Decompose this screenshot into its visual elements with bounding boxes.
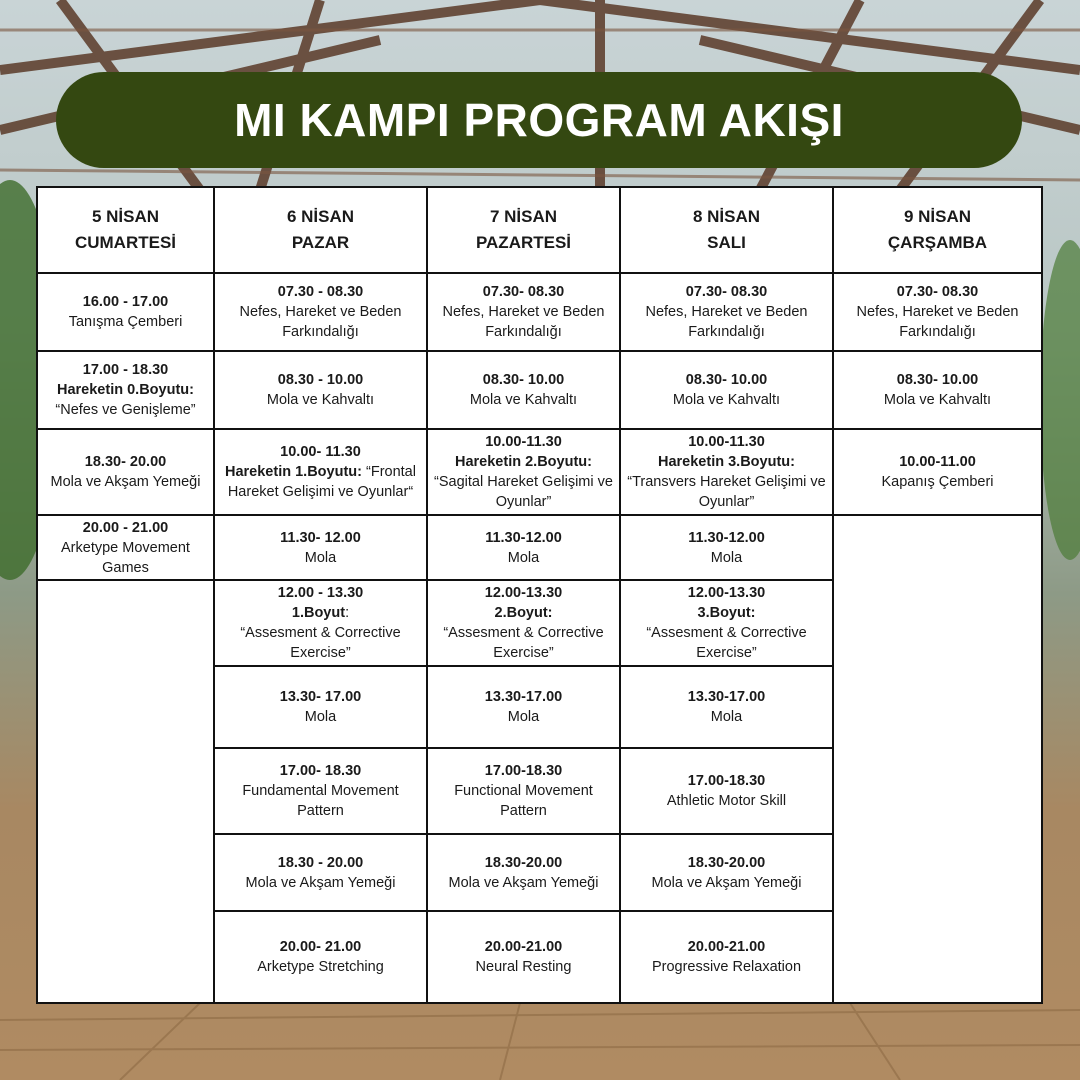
slot-time: 08.30- 10.00 [685,372,768,388]
schedule-slot [619,833,834,912]
slot-time: 18.30-20.00 [687,854,766,871]
slot-time: 20.00-21.00 [484,939,563,955]
slot-time: 12.00 - 13.30 [277,585,364,601]
slot-dimension-label: 1.Boyut [291,605,346,621]
slot-text: “Sagital Hareket Gelişimi ve Oyunlar” [434,474,613,510]
slot-text: Athletic Motor Skill [666,793,787,809]
slot-time: 20.00 - 21.00 [82,519,169,536]
slot-description [881,472,993,492]
schedule-slot [619,579,834,667]
slot-text: “Assesment & Corrective Exercise” [443,625,604,661]
slot-description [219,781,422,821]
day-header [36,186,215,274]
slot-time: 11.30-12.00 [688,529,765,546]
slot-text: Functional Movement Pattern [454,783,593,819]
day-date: 5 NİSAN [91,207,160,226]
schedule-slot [832,428,1043,516]
slot-text: Mola [710,549,743,566]
schedule-slot [619,514,834,581]
slot-description [42,538,209,578]
slot-dimension-label: Hareketin 0.Boyutu: [57,382,194,398]
slot-description [667,791,786,811]
slot-time: 11.30-12.00 [485,529,562,546]
slot-text: Tanışma Çemberi [68,314,183,330]
schedule-slot [36,272,215,352]
schedule-slot [426,665,621,749]
slot-text: Mola [710,709,743,725]
slot-description [51,472,201,492]
slot-text: Arketype Movement Games [61,539,190,576]
slot-description [432,781,615,821]
schedule-slot [619,747,834,835]
schedule-slot [213,272,428,352]
schedule-slot [36,428,215,516]
slot-time: 10.00-11.30 [688,434,765,450]
slot-text: Mola [304,549,337,566]
slot-description [246,873,396,893]
slot-description [432,452,615,512]
slot-time: 13.30- 17.00 [279,689,362,705]
slot-description [625,603,828,663]
schedule-slot [36,514,215,581]
schedule-slot [426,833,621,912]
slot-description [625,452,828,512]
slot-description [42,380,209,420]
slot-text: Mola [507,709,540,725]
slot-description [711,707,742,727]
schedule-slot [619,272,834,352]
schedule-slot [426,747,621,835]
schedule-slot [426,514,621,581]
slot-text: Mola ve Kahvaltı [266,392,375,408]
slot-description [432,302,615,342]
schedule-slot [213,665,428,749]
schedule-slot [213,350,428,430]
schedule-slot [213,579,428,667]
slot-description [305,548,336,568]
slot-time: 08.30 - 10.00 [277,372,364,388]
slot-description [508,707,539,727]
slot-text: Nefes, Hareket ve Beden Farkındalığı [239,304,402,340]
schedule-slot [426,910,621,1004]
slot-time: 13.30-17.00 [687,689,766,705]
day-header [619,186,834,274]
slot-text: Nefes, Hareket ve Beden Farkındalığı [442,304,605,340]
day-header [426,186,621,274]
slot-text: Mola ve Kahvaltı [883,392,992,408]
slot-description [69,312,183,332]
empty-cell [36,579,215,1004]
day-date: 7 NİSAN [489,207,558,226]
slot-time: 07.30- 08.30 [896,284,979,300]
slot-text: “Transvers Hareket Gelişimi ve Oyunlar” [627,474,826,510]
slot-text: Mola ve Kahvaltı [672,392,781,408]
slot-description [305,707,336,727]
slot-text: Fundamental Movement Pattern [242,783,399,819]
slot-dimension-label: Hareketin 2.Boyutu: [455,454,592,470]
schedule-slot [426,272,621,352]
slot-text: “Assesment & Corrective Exercise” [646,625,807,661]
slot-time: 17.00-18.30 [484,763,563,779]
slot-time: 07.30- 08.30 [482,284,565,300]
slot-dimension-label: 2.Boyut: [494,605,553,621]
slot-description [652,873,802,893]
slot-description [625,302,828,342]
schedule-slot [213,833,428,912]
slot-description [838,302,1037,342]
slot-time: 18.30-20.00 [484,854,563,871]
slot-description [652,957,801,977]
schedule-slot [619,350,834,430]
slot-description [476,957,572,977]
slot-label-suffix: : [345,605,350,621]
slot-time: 17.00-18.30 [687,773,766,789]
slot-text: Mola ve Akşam Yemeği [50,474,201,490]
slot-time: 20.00- 21.00 [279,939,362,955]
slot-time: 20.00-21.00 [687,939,766,955]
day-header [213,186,428,274]
day-weekday: PAZARTESİ [475,233,572,252]
schedule-slot [426,350,621,430]
slot-description [219,462,422,502]
schedule-slot [213,910,428,1004]
slot-description [267,390,374,410]
day-weekday: CUMARTESİ [74,233,177,252]
slot-time: 07.30 - 08.30 [277,284,364,300]
slot-text: Mola ve Akşam Yemeği [651,874,802,891]
schedule-slot [619,910,834,1004]
day-date: 8 NİSAN [692,207,761,226]
slot-text: Arketype Stretching [257,959,384,975]
slot-text: Nefes, Hareket ve Beden Farkındalığı [856,304,1019,340]
slot-text: “Frontal Hareket Gelişimi ve Oyunlar“ [227,464,416,500]
schedule-slot [213,514,428,581]
slot-dimension-label: Hareketin 1.Boyutu: [225,464,362,480]
day-header [832,186,1043,274]
schedule-slot [832,350,1043,430]
page-title: MI KAMPI PROGRAM AKIŞI [234,94,844,146]
slot-description [432,603,615,663]
slot-text: Nefes, Hareket ve Beden Farkındalığı [645,304,808,340]
slot-dimension-label: Hareketin 3.Boyutu: [658,454,795,470]
slot-text: Progressive Relaxation [651,959,802,975]
schedule-slot [426,428,621,516]
slot-description [219,603,422,663]
slot-time: 10.00- 11.30 [280,444,361,460]
day-weekday: ÇARŞAMBA [887,233,988,252]
schedule-slot [619,665,834,749]
slot-time: 18.30- 20.00 [84,454,167,470]
schedule-slot [619,428,834,516]
slot-text: Mola ve Akşam Yemeği [245,874,396,891]
slot-text: “Nefes ve Genişleme” [55,402,196,418]
slot-text: Mola [507,549,540,566]
slot-description [884,390,991,410]
slot-time: 08.30- 10.00 [482,372,565,388]
day-date: 9 NİSAN [903,207,972,226]
schedule-table [37,187,1042,1003]
slot-time: 18.30 - 20.00 [277,854,364,871]
slot-text: “Assesment & Corrective Exercise” [240,625,401,661]
slot-description [508,548,539,568]
slot-time: 10.00-11.30 [485,434,562,450]
slot-time: 12.00-13.30 [484,585,563,601]
title-banner [56,72,1022,168]
slot-time: 07.30- 08.30 [685,284,768,300]
slot-description [449,873,599,893]
slot-time: 11.30- 12.00 [280,529,361,546]
slot-time: 12.00-13.30 [687,585,766,601]
schedule-slot [426,579,621,667]
slot-time: 13.30-17.00 [484,689,563,705]
schedule-slot [36,350,215,430]
slot-description [219,302,422,342]
slot-time: 08.30- 10.00 [896,372,979,388]
slot-time: 17.00 - 18.30 [82,362,169,378]
slot-text: Mola ve Akşam Yemeği [448,874,599,891]
empty-cell [832,514,1043,1004]
schedule-slot [213,428,428,516]
slot-description [257,957,384,977]
schedule-slot [832,272,1043,352]
slot-dimension-label: 3.Boyut: [697,605,756,621]
slot-text: Kapanış Çemberi [881,474,994,490]
schedule-slot [213,747,428,835]
slot-time: 17.00- 18.30 [279,763,362,779]
day-weekday: SALI [707,233,746,252]
day-weekday: PAZAR [291,233,350,252]
slot-text: Mola [304,709,337,725]
slot-text: Mola ve Kahvaltı [469,392,578,408]
day-date: 6 NİSAN [286,207,355,226]
slot-time: 10.00-11.00 [899,454,976,470]
slot-description [711,548,742,568]
slot-description [673,390,780,410]
slot-description [470,390,577,410]
slot-text: Neural Resting [475,959,572,975]
slot-time: 16.00 - 17.00 [82,294,169,310]
